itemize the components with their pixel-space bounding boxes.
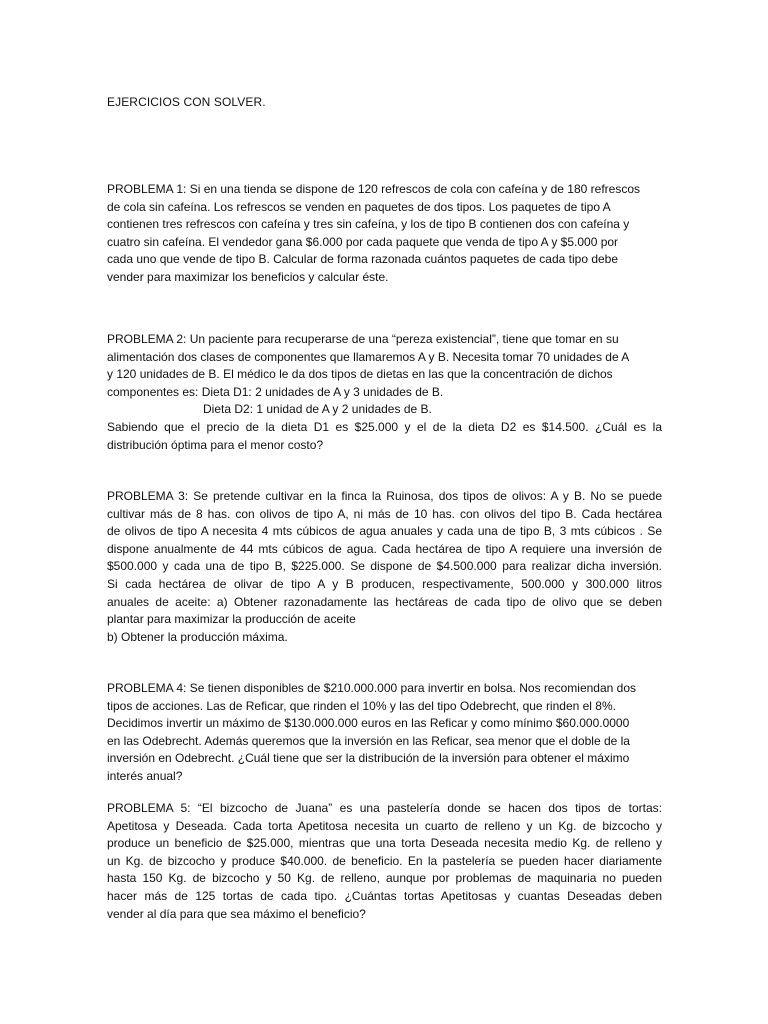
problem-4 xyxy=(107,680,662,786)
problem-4-line: Decidimos invertir un máximo de $130.000.000 euros en las Reficar y como mínimo $60.000.0000 xyxy=(107,716,630,731)
problem-5-line: hasta 150 Kg. de bizcocho y 50 Kg. de relleno, aunque por problemas de maquinaria no pueden xyxy=(107,871,662,886)
problem-1-line: cada uno que vende de tipo B. Calcular de forma razonada cuántos paquetes de cada tipo debe xyxy=(107,252,619,267)
problem-4-line: interés anual? xyxy=(107,768,183,783)
problem-3-line: de olivos de tipo A necesita 4 mts cúbicos de agua anuales y cada una de tipo B, 3 mts cúbicos . Se xyxy=(107,524,662,539)
document-title: EJERCICIOS CON SOLVER. xyxy=(107,95,266,109)
problem-5-line: vender al día para que sea máximo el beneficio? xyxy=(107,906,366,921)
problem-5-line: Apetitosa y Deseada. Cada torta Apetitosa necesita un cuarto de relleno y un Kg. de bizcocho y xyxy=(107,818,662,833)
problem-3-line: dispone anualmente de 44 mts cúbicos de agua. Cada hectárea de tipo A requiere una inversión de xyxy=(107,541,662,556)
problem-1-line: cuatro sin cafeína. El vendedor gana $6.000 por cada paquete que venda de tipo A y $5.000 por xyxy=(107,234,619,249)
problem-1 xyxy=(107,181,662,287)
problem-5-line: produce un beneficio de $25.000, mientras que una torta Deseada necesita medio Kg. de relleno y xyxy=(107,836,662,851)
problem-3-line: Si cada hectárea de olivar de tipo A y B producen, respectivamente, 500.000 y 300.000 litros xyxy=(107,576,662,591)
problem-1-line: de cola sin cafeína. Los refrescos se venden en paquetes de dos tipos. Los paquetes de tipo A xyxy=(107,199,611,214)
problem-3-line: cultivar más de 8 has. con olivos de tipo A, ni más de 10 has. con olivos del tipo B. Cada hectárea xyxy=(107,506,662,521)
problem-3-line: plantar para maximizar la producción de aceite xyxy=(107,612,356,627)
problem-2-line: y 120 unidades de B. El médico le da dos tipos de dietas en las que la concentración de dichos xyxy=(107,367,613,382)
problem-3-line: anuales de aceite: a) Obtener razonadamente las hectáreas de cada tipo de olivo que se deben xyxy=(107,594,662,609)
problem-4-line: tipos de acciones. Las de Reficar, que rinden el 10% y las del tipo Odebrecht, que rinden el 8%. xyxy=(107,698,616,713)
problem-1-line: PROBLEMA 1: Si en una tienda se dispone de 120 refrescos de cola con cafeína y de 180 refrescos xyxy=(107,182,640,196)
problem-1-line: vender para maximizar los beneficios y calcular éste. xyxy=(107,269,389,284)
problem-2 xyxy=(107,331,662,454)
problem-2-line: Sabiendo que el precio de la dieta D1 es $25.000 y el de la dieta D2 es $14.500. ¿Cuál es la xyxy=(107,419,662,434)
problem-2-line: PROBLEMA 2: Un paciente para recuperarse de una “pereza existencial”, tiene que tomar en su xyxy=(107,332,619,346)
problem-5-line: hacer más de 125 tortas de cada tipo. ¿Cuántas tortas Apetitosas y cuantas Deseadas deben xyxy=(107,888,662,903)
problem-5 xyxy=(107,800,662,923)
problem-3-line: PROBLEMA 3: Se pretende cultivar en la finca la Ruinosa, dos tipos de olivos: A y B. No se puede xyxy=(107,489,662,503)
problem-2-line: distribución óptima para el menor costo? xyxy=(107,437,324,452)
problem-4-line: inversión en Odebrecht. ¿Cuál tiene que ser la distribución de la inversión para obtener el máximo xyxy=(107,751,630,766)
problem-2-line: Dieta D2: 1 unidad de A y 2 unidades de B. xyxy=(203,402,432,417)
problem-5-line: un Kg. de bizcocho y produce $40.000. de beneficio. En la pastelería se pueden hacer diariamente xyxy=(107,853,662,868)
problem-2-line: componentes es: Dieta D1: 2 unidades de A y 3 unidades de B. xyxy=(107,384,444,399)
problem-3 xyxy=(107,488,662,646)
problem-4-line: PROBLEMA 4: Se tienen disponibles de $210.000.000 para invertir en bolsa. Nos recomiendan dos xyxy=(107,681,636,695)
problem-3-line: b) Obtener la producción máxima. xyxy=(107,629,288,644)
problem-1-line: contienen tres refrescos con cafeína y tres sin cafeína, y los de tipo B contienen dos con cafeína y xyxy=(107,217,630,232)
problem-4-line: en las Odebrecht. Además queremos que la inversión en las Reficar, sea menor que el doble de la xyxy=(107,733,630,748)
problem-2-line: alimentación dos clases de componentes que llamaremos A y B. Necesita tomar 70 unidades de A xyxy=(107,349,630,364)
problem-5-line: PROBLEMA 5: “El bizcocho de Juana” es una pastelería donde se hacen dos tipos de tortas: xyxy=(107,801,662,815)
problem-3-line: $500.000 y cada una de tipo B, $225.000. Se dispone de $4.500.000 para realizar dicha inversión. xyxy=(107,559,662,574)
